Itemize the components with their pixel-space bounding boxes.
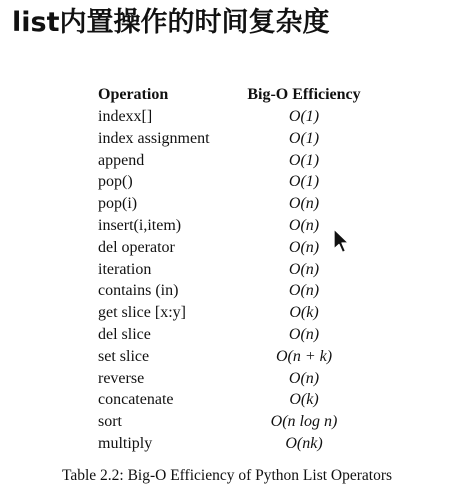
efficiency-cell: O(n) [288,369,320,387]
operation-cell: index assignment [98,129,210,147]
efficiency-cell: O(n) [288,238,320,256]
table-header-row [98,84,368,106]
table-row [98,368,368,390]
efficiency-cell: O(n) [288,260,320,278]
efficiency-cell: O(k) [289,304,319,322]
operation-cell: indexx[] [98,108,153,125]
table-row [98,150,368,172]
efficiency-cell: O(nk) [285,434,323,452]
big-o-table [98,84,368,455]
efficiency-cell: O(1) [288,108,320,125]
column-header-efficiency: Big-O Efficiency [247,86,361,103]
operation-cell: sort [98,413,122,431]
efficiency-cell: O(1) [288,173,320,191]
efficiency-cell: O(k) [289,391,319,409]
table-row [98,259,368,281]
operation-cell: pop() [98,173,133,191]
efficiency-cell: O(n) [288,195,320,213]
table-row [98,106,368,128]
page-title: list内置操作的时间复杂度 [12,7,330,38]
mouse-pointer-icon [333,228,351,254]
operation-cell: del slice [98,325,151,343]
efficiency-cell: O(n log n) [270,413,338,431]
operation-cell: del operator [98,238,175,256]
operation-cell: contains (in) [98,282,179,300]
operation-cell: insert(i,item) [98,216,182,234]
table-row [98,215,368,237]
table-row [98,324,368,346]
table-caption: Table 2.2: Big-O Efficiency of Python List Operators [61,467,393,484]
table-row [98,128,368,150]
table-row [98,389,368,411]
table-row [98,280,368,302]
table-row [98,193,368,215]
table-row [98,171,368,193]
column-header-operation: Operation [98,86,169,103]
efficiency-cell: O(n + k) [275,347,333,365]
operation-cell: set slice [98,347,150,365]
operation-cell: iteration [98,260,152,278]
table-row [98,433,368,455]
table-row [98,411,368,433]
table-row [98,302,368,324]
operation-cell: concatenate [98,391,174,409]
operation-cell: reverse [98,369,145,387]
operation-cell: pop(i) [98,195,138,213]
table-body [98,106,368,455]
operation-cell: get slice [x:y] [98,304,186,322]
table-row [98,237,368,259]
efficiency-cell: O(n) [288,216,320,234]
efficiency-cell: O(n) [288,325,320,343]
efficiency-cell: O(1) [288,151,320,169]
operation-cell: append [98,151,145,169]
efficiency-cell: O(1) [288,129,320,147]
operation-cell: multiply [98,434,153,452]
efficiency-cell: O(n) [288,282,320,300]
table-row [98,346,368,368]
